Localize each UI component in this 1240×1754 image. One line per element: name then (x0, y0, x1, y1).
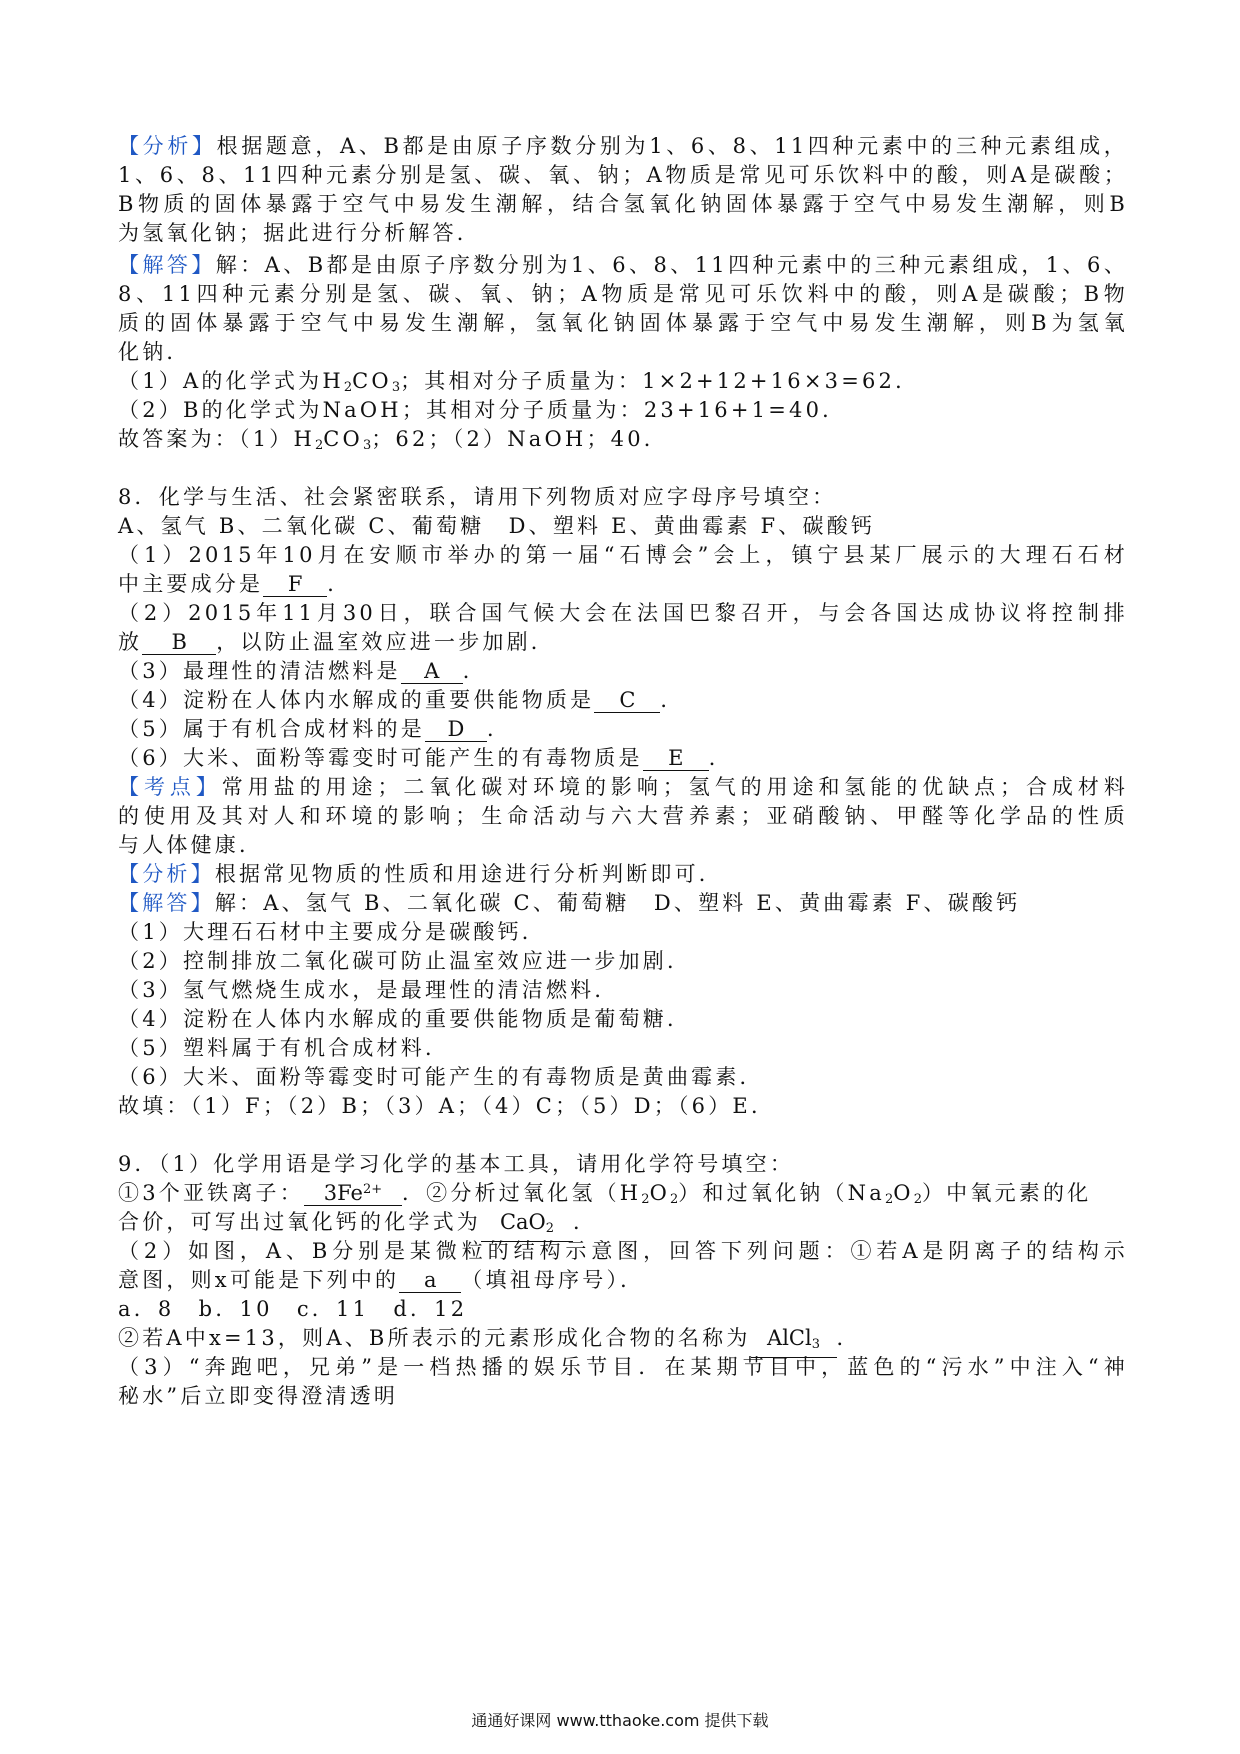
q8-explain: （6）大米、面粉等霉变时可能产生的有毒物质是黄曲霉素． (118, 1065, 764, 1089)
q7-analysis-line: B物质的固体暴露于空气中易发生潮解，结合氢氧化钠固体暴露于空气中易发生潮解，则B (118, 192, 1128, 216)
q8-explain: （4）淀粉在人体内水解成的重要供能物质是葡萄糖． (118, 1007, 692, 1031)
kaodian-tag: 【考点】 (118, 775, 222, 799)
q8-explain: （3）氢气燃烧生成水，是最理性的清洁燃料． (118, 978, 619, 1002)
q9-line-6: （3）“奔跑吧，兄弟”是一档热播的娱乐节目．在某期节目中，蓝色的“污水”中注入“神 (118, 1355, 1128, 1379)
answer-blank: A (401, 659, 463, 684)
q7-analysis-line: 为氢氧化钠；据此进行分析解答． (118, 221, 481, 245)
q9-line-3: （2）如图，A、B分别是某微粒的结构示意图，回答下列问题：①若A是阴离子的结构示 (118, 1239, 1128, 1263)
q8-kaodian-line: 的使用及其对人和环境的影响；生命活动与六大营养素；亚硝酸钠、甲醛等化学品的性质 (118, 804, 1128, 828)
q7-answer-line: 质的固体暴露于空气中易发生潮解，氢氧化钠固体暴露于空气中易发生潮解，则B为氢氧 (118, 311, 1128, 335)
q8-sub5: （5）属于有机合成材料的是 D ． (118, 717, 512, 741)
answer-blank: C (594, 688, 660, 713)
q8-analysis-line: 【分析】根据常见物质的性质和用途进行分析判断即可． (118, 862, 724, 886)
q9-line-4: 意图，则x可能是下列中的 a （填祖母序号）． (118, 1268, 645, 1292)
q7-answer-line: 8、11四种元素分别是氢、碳、氧、钠；A物质是常见可乐饮料中的酸，则A是碳酸；B物 (118, 282, 1128, 306)
q7-formula-a: （1）A的化学式为$H_2CO_3$；其相对分子质量为：1×2+12+16×3=62． (118, 369, 920, 395)
answer-blank: CaO$_2$ (481, 1210, 573, 1242)
q8-sub6: （6）大米、面粉等霉变时可能产生的有毒物质是 E ． (118, 746, 733, 770)
q7-final-answer: 故答案为：$(1)H_2CO_3$；62；（2）NaOH；40． (118, 427, 668, 453)
page-footer: 通通好课网 www.tthaoke.com 提供下载 (471, 1711, 769, 1730)
q7-analysis-line: 1、6、8、11四种元素分别是氢、碳、氧、钠；A物质是常见可乐饮料中的酸，则A是碳酸； (118, 163, 1128, 187)
q8-sub1: （1）2015年10月在安顺市举办的第一届“石博会”会上，镇宁县某厂展示的大理石石材 (118, 543, 1128, 567)
q8-options: A、氢气 B、二氧化碳 C、葡萄糖 D、塑料 E、黄曲霉素 F、碳酸钙 (118, 514, 876, 538)
answer-tag: 【解答】 (118, 891, 215, 915)
answer-blank: AlCl$_3$ (751, 1326, 837, 1358)
q8-sub2-blank: 放 B ，以防止温室效应进一步加剧． (118, 630, 556, 654)
q8-explain: （2）控制排放二氧化碳可防止温室效应进一步加剧． (118, 949, 692, 973)
answer-blank: a (399, 1268, 461, 1293)
q8-kaodian-line: 与人体健康． (118, 833, 264, 857)
q8-explain: （1）大理石石材中主要成分是碳酸钙． (118, 920, 546, 944)
q7-answer-line: 化钠． (118, 340, 191, 364)
q8-kaodian-line: 【考点】常用盐的用途；二氧化碳对环境的影响；氢气的用途和氢能的优缺点；合成材料 (118, 775, 1129, 799)
q9-line-1: ①3个亚铁离子： $3Fe^{2+}$ ．②分析过氧化氢$(H_2O_2)$和过氧化钠$(Na_2O_2)$中氧元素的化 (118, 1178, 1128, 1215)
q9-line-2: 合价，可写出过氧化钙的化学式为 CaO$_2$ ． (118, 1207, 1128, 1242)
q8-explain: （5）塑料属于有机合成材料． (118, 1036, 450, 1060)
q7-answer-line: 【解答】解：A、B都是由原子序数分别为1、6、8、11四种元素中的三种元素组成，1、6、 (118, 253, 1129, 277)
q8-sub1-blank: 中主要成分是 F ． (118, 572, 352, 596)
q8-answer-line: 【解答】解：A、氢气 B、二氧化碳 C、葡萄糖 D、塑料 E、黄曲霉素 F、碳酸钙 (118, 891, 1021, 915)
analysis-tag: 【分析】 (118, 134, 217, 158)
q7-analysis-line: 【分析】根据题意，A、B都是由原子序数分别为1、6、8、11四种元素中的三种元素组成， (118, 134, 1129, 158)
q8-stem: 8．化学与生活、社会紧密联系，请用下列物质对应字母序号填空： (118, 485, 837, 509)
answer-blank: D (425, 717, 487, 742)
answer-tag: 【解答】 (118, 253, 216, 277)
analysis-tag: 【分析】 (118, 862, 215, 886)
q8-sub4: （4）淀粉在人体内水解成的重要供能物质是 C ． (118, 688, 685, 712)
q9-line-5: ②若A中x=13，则A、B所表示的元素形成化合物的名称为 AlCl$_3$ ． (118, 1323, 1128, 1358)
answer-blank: B (142, 630, 216, 655)
q9-line-7: 秘水”后立即变得澄清透明 (118, 1384, 399, 1408)
q8-final-answer: 故填：（1）F；（2）B；（3）A；（4）C；（5）D；（6）E． (118, 1094, 776, 1118)
answer-blank: F (263, 572, 327, 597)
q8-sub3: （3）最理性的清洁燃料是 A ． (118, 659, 487, 683)
q8-sub2: （2）2015年11月30日，联合国气候大会在法国巴黎召开，与会各国达成协议将控制排 (118, 601, 1128, 625)
answer-blank: $3Fe^{2+}$ (304, 1178, 402, 1206)
q9-options: a．8 b．10 c．11 d．12 (118, 1297, 468, 1321)
q9-stem: 9．（1）化学用语是学习化学的基本工具，请用化学符号填空： (118, 1152, 795, 1176)
q7-formula-b: （2）B的化学式为NaOH；其相对分子质量为：23+16+1=40． (118, 398, 847, 422)
answer-blank: E (643, 746, 709, 771)
